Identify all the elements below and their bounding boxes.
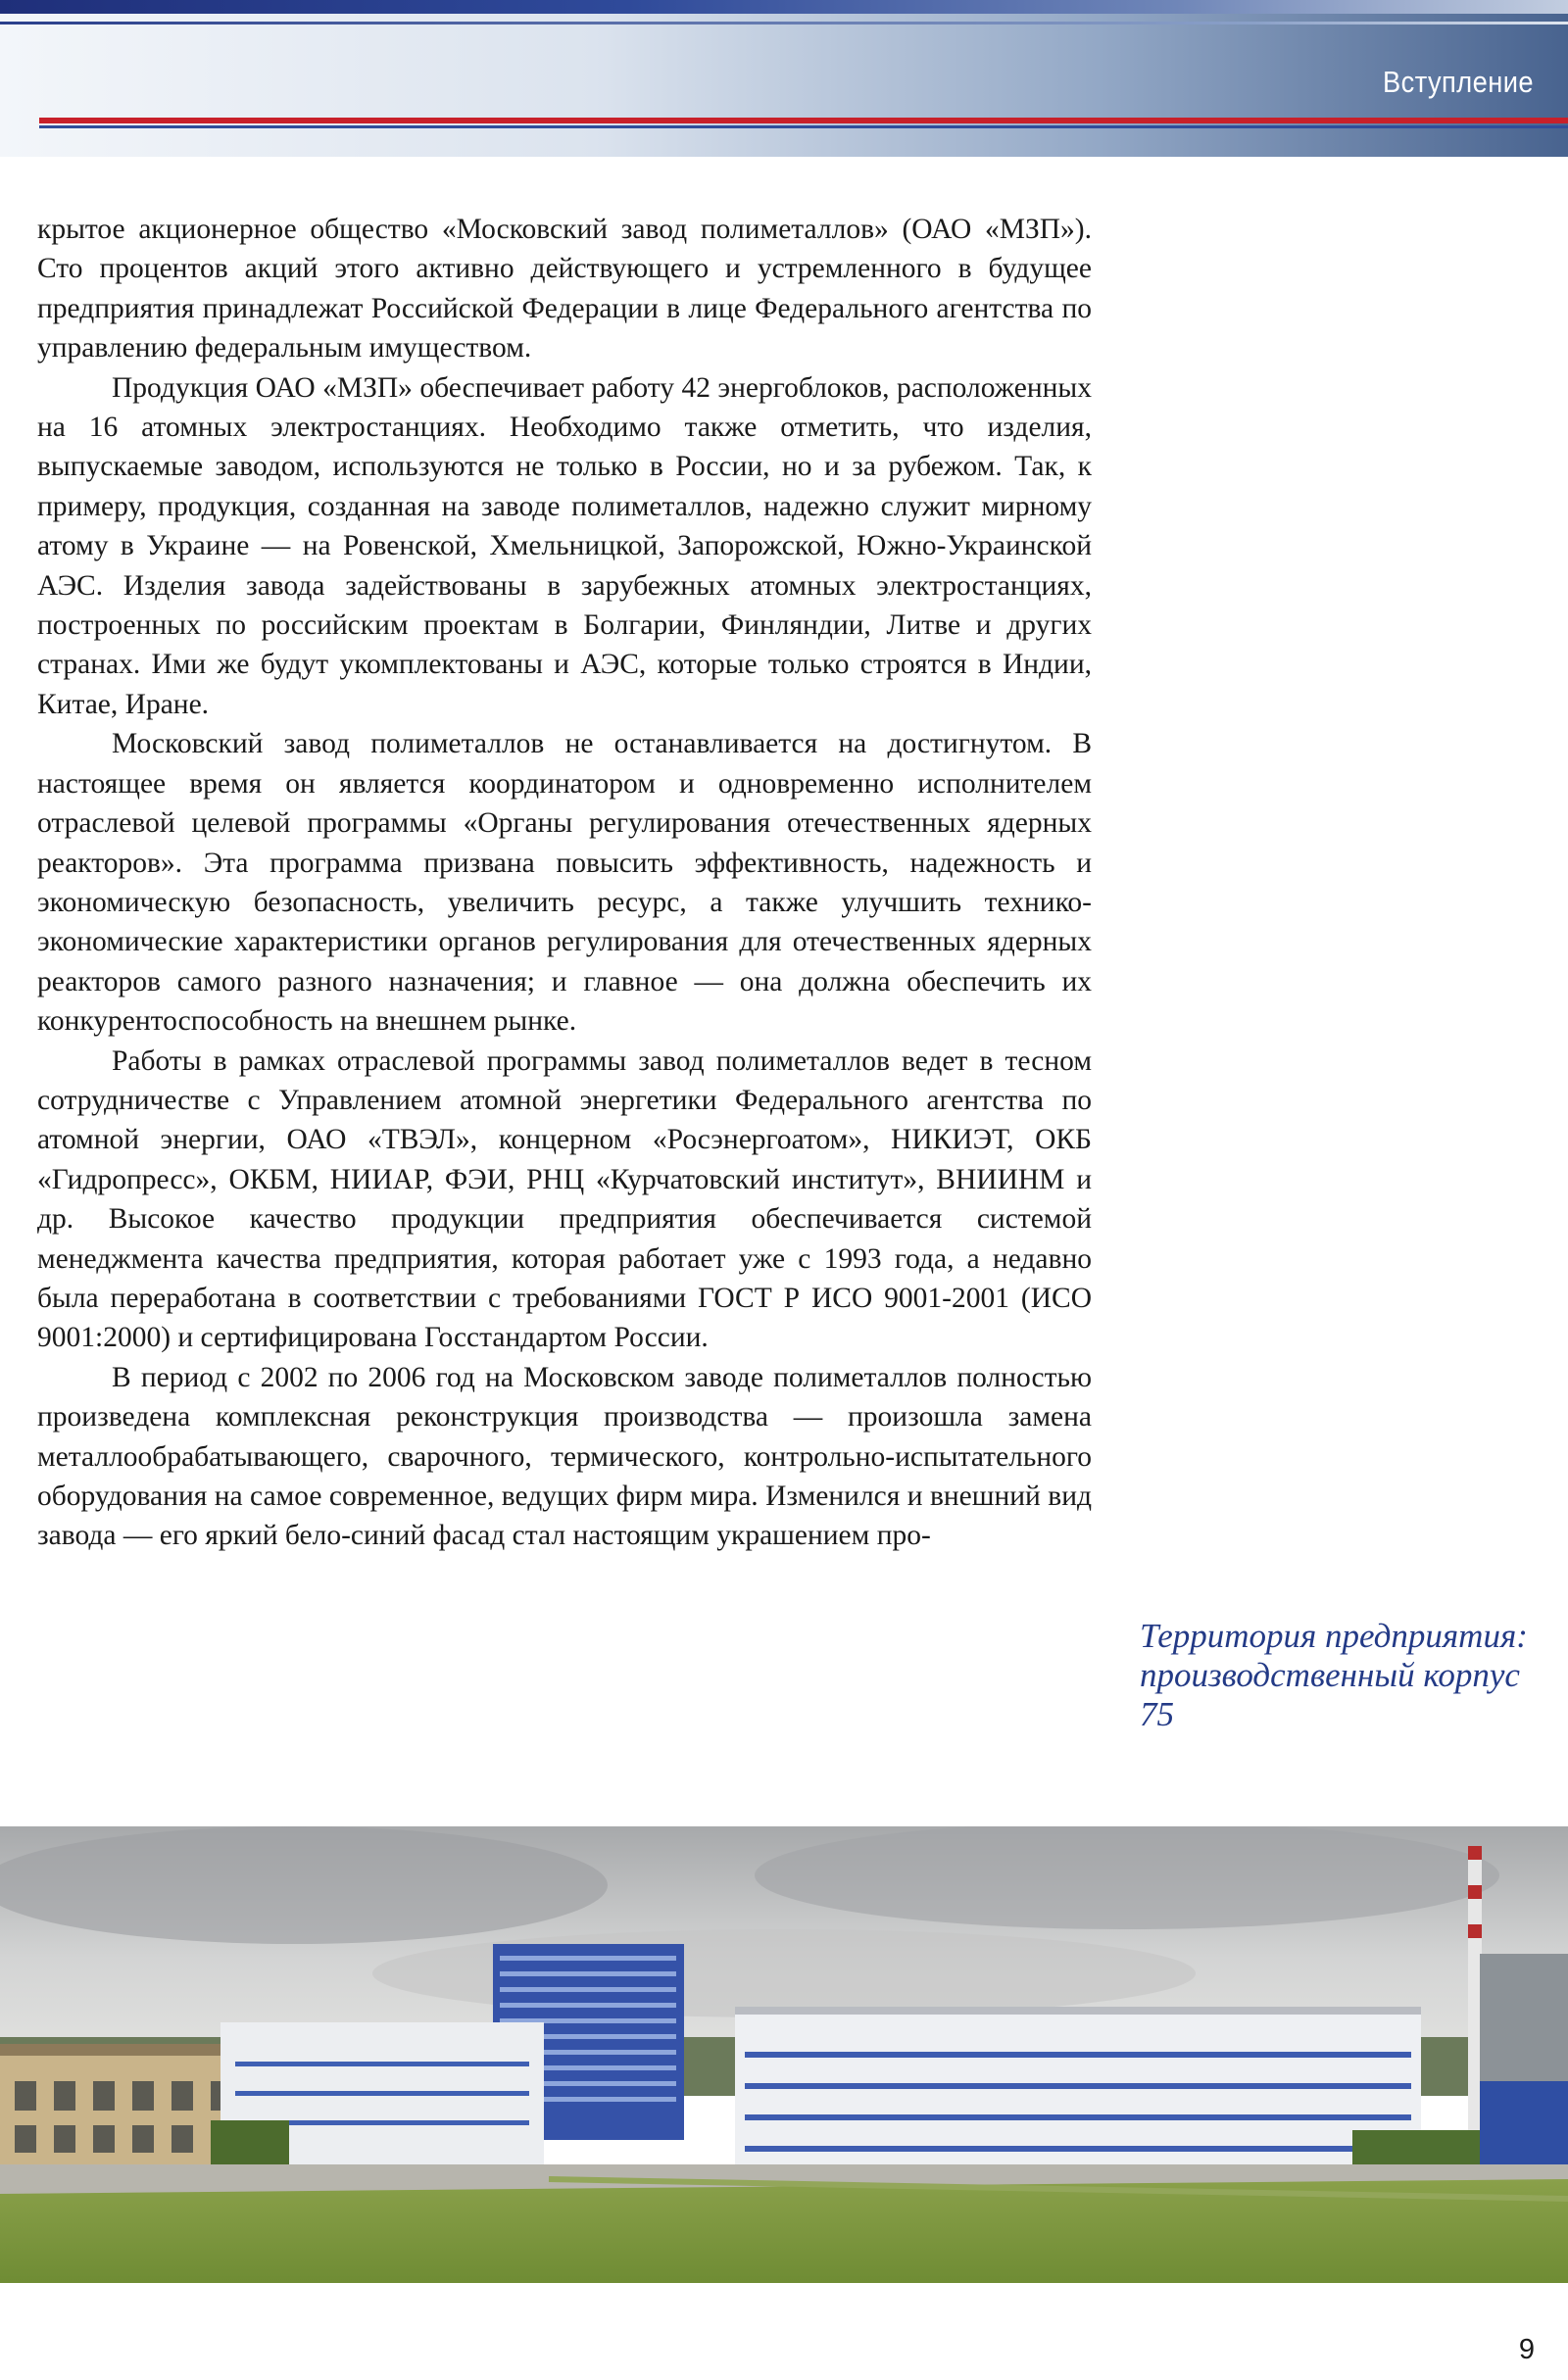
- header-red-rule: [39, 118, 1568, 123]
- header-thin-stripe: [0, 22, 1568, 24]
- section-title: Вступление: [1382, 65, 1534, 99]
- right-gray-building: [1480, 1954, 1568, 2081]
- right-blue-building: [1480, 2071, 1568, 2179]
- paragraph-1: крытое акционерное общество «Московский завод полиметаллов» (ОАО «МЗП»). Сто процентов акций этого активно действующего и устремленного в будущее предприятия принадлежат Российской Федерации в лице Федерального агентства по управлению федеральным имуществом.: [37, 214, 1092, 364]
- cloud: [755, 1826, 1499, 1929]
- paragraph-5: В период с 2002 по 2006 год на Московском заводе полиметаллов полностью произведена комплексная реконструкция производства — произошла замена металлообрабатывающего, сварочного, термического, контрольно-испытательного оборудования на самое современное, ведущих фирм мира. Изменился и внешний вид завода — его яркий бело-синий фасад стал настоящим украшением про-: [37, 1361, 1092, 1552]
- paragraph-3: Московский завод полиметаллов не останавливается на достигнутом. В настоящее время он является координатором и одновременно исполнителем отраслевой целевой программы «Органы регулирования отечественных ядерных реакторов». Эта программа призвана повысить эффективность, надежность и экономическую безопасность, увеличить ресурс, а также улучшить технико-экономические характеристики органов регулирования для отечественных ядерных реакторов самого разного назначения; и главное — она должна обеспечить их конкурентоспособность на внешнем рынке.: [37, 728, 1092, 1038]
- page-number: 9: [1518, 2334, 1535, 2365]
- paragraph-4: Работы в рамках отраслевой программы завод полиметаллов ведет в тесном сотрудничестве с Управлением атомной энергетики Федерального агентства по атомной энергии, ОАО «ТВЭЛ», концерном «Росэнергоатом», НИКИЭТ, ОКБ «Гидропресс», ОКБМ, НИИАР, ФЭИ, РНЦ «Курчатовский институт», ВНИИНМ и др. Высокое качество продукции предприятия обеспечивается системой менеджмента качества предприятия, которая работает уже с 1993 года, а недавно была переработана в соответствии с требованиями ГОСТ Р ИСО 9001-2001 (ИСО 9001:2000) и сертифицирована Госстандартом России.: [37, 1044, 1092, 1354]
- header-top-stripe: [0, 0, 1568, 14]
- factory-photo: [0, 1826, 1568, 2283]
- article-body: [37, 210, 1092, 1556]
- paragraph-2: Продукция ОАО «МЗП» обеспечивает работу 42 энергоблоков, расположенных на 16 атомных электростанциях. Необходимо также отметить, что изделия, выпускаемые заводом, используются не только в России, но и за рубежом. Так, к примеру, продукция, созданная на заводе полиметаллов, надежно служит мирному атому в Украине — на Ровенской, Хмельницкой, Запорожской, Южно-Украинской АЭС. Изделия завода задействованы в зарубежных атомных электростанциях, построенных по российским проектам в Болгарии, Финляндии, Литве и других странах. Ими же будут укомплектованы и АЭС, которые только строятся в Индии, Китае, Иране.: [37, 371, 1092, 720]
- left-old-building: [0, 2052, 245, 2169]
- main-corpus-roof: [735, 2007, 1421, 2015]
- header-blue-rule: [39, 125, 1568, 128]
- photo-caption: Территория предприятия: производственный корпус 75: [1140, 1617, 1528, 1733]
- cloud: [0, 1826, 608, 1944]
- left-old-building-roof: [0, 2044, 245, 2056]
